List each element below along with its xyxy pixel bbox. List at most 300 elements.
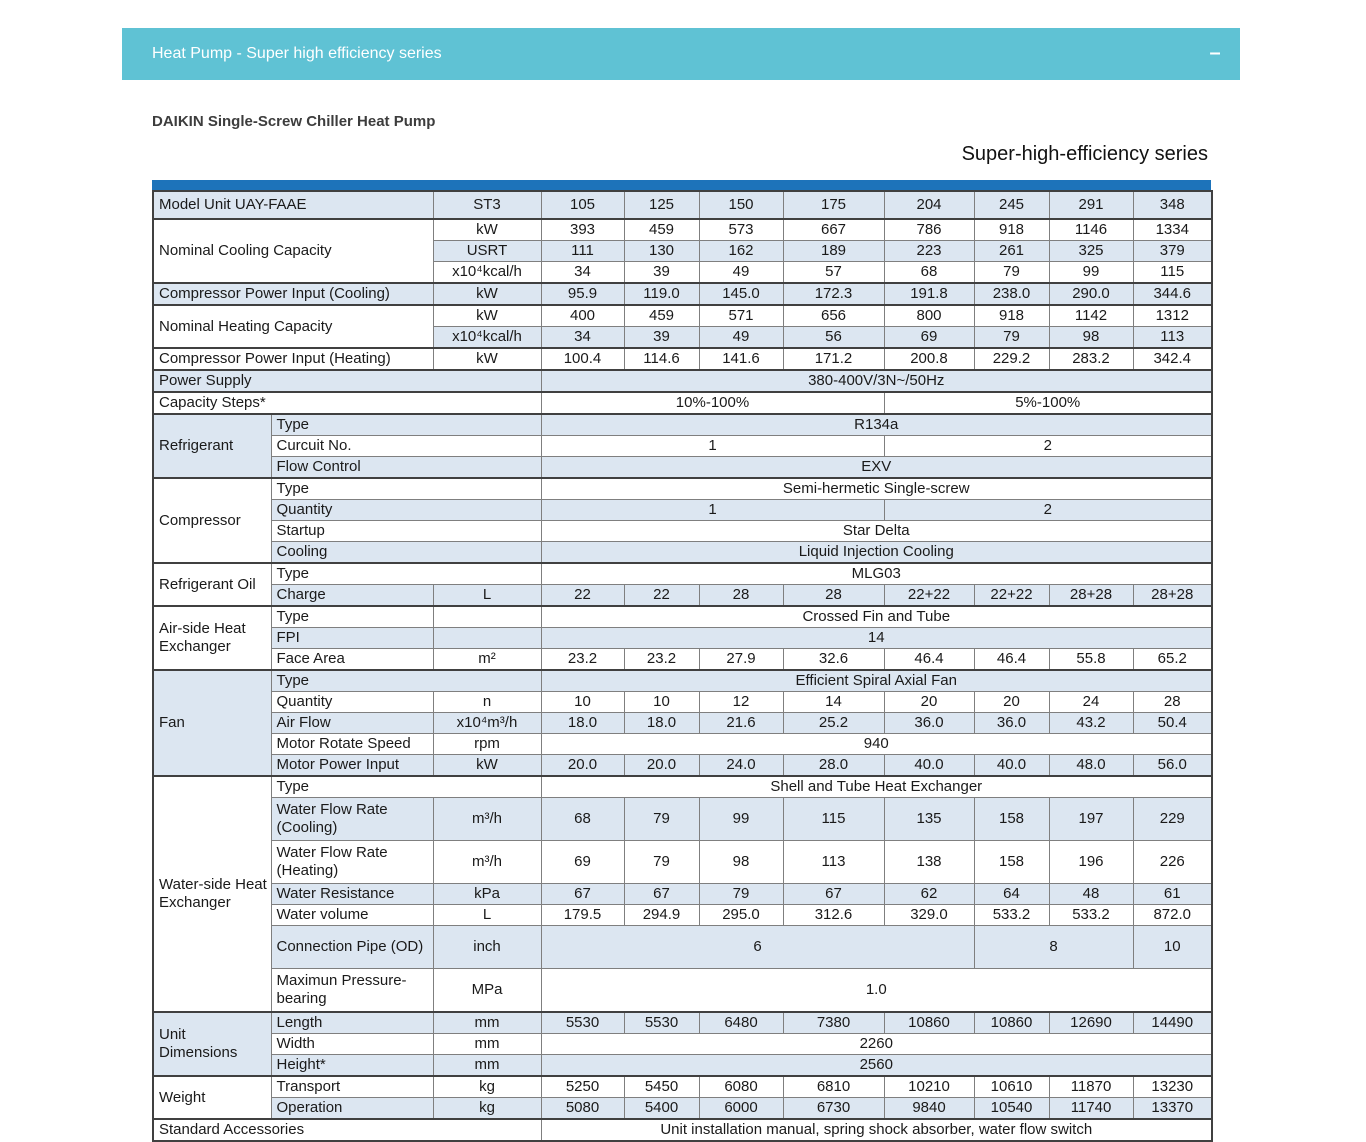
table-cell: 6810 — [783, 1076, 884, 1098]
table-cell: L — [433, 905, 541, 926]
table-cell: 28 — [783, 585, 884, 607]
table-cell: 10 — [1133, 926, 1212, 969]
table-row — [153, 478, 1212, 500]
table-cell: 79 — [974, 327, 1049, 349]
table-cell: 5080 — [541, 1098, 624, 1120]
table-cell: 56.0 — [1133, 755, 1212, 777]
table-cell: 13370 — [1133, 1098, 1212, 1120]
table-cell: 28 — [699, 585, 783, 607]
table-cell: 179.5 — [541, 905, 624, 926]
table-cell: Motor Power Input — [271, 755, 433, 777]
table-cell: x10⁴kcal/h — [433, 327, 541, 349]
table-cell: 145.0 — [699, 283, 783, 305]
table-cell: 23.2 — [624, 649, 699, 671]
table-cell: 25.2 — [783, 713, 884, 734]
table-cell: 571 — [699, 305, 783, 327]
table-cell: 98 — [699, 841, 783, 884]
table-row — [153, 191, 1212, 219]
table-cell: Type — [271, 776, 541, 798]
table-cell: Nominal Cooling Capacity — [153, 219, 433, 283]
column-header-cell: 105 — [541, 191, 624, 219]
table-cell: 6730 — [783, 1098, 884, 1120]
table-cell: 10 — [624, 692, 699, 713]
table-cell: 40.0 — [884, 755, 974, 777]
table-cell: 55.8 — [1049, 649, 1133, 671]
table-cell: 238.0 — [974, 283, 1049, 305]
table-cell: 69 — [884, 327, 974, 349]
table-cell: 10%-100% — [541, 392, 884, 414]
table-row — [153, 841, 1212, 884]
table-row — [153, 392, 1212, 414]
table-cell: Length — [271, 1012, 433, 1034]
table-cell: Liquid Injection Cooling — [541, 542, 1212, 564]
table-cell: EXV — [541, 457, 1212, 479]
table-cell: 6080 — [699, 1076, 783, 1098]
table-cell: 46.4 — [974, 649, 1049, 671]
table-cell: 2560 — [541, 1055, 1212, 1077]
table-cell: rpm — [433, 734, 541, 755]
table-cell: 18.0 — [541, 713, 624, 734]
table-cell: 32.6 — [783, 649, 884, 671]
table-cell: Unit Dimensions — [153, 1012, 271, 1076]
table-cell: 379 — [1133, 241, 1212, 262]
spec-table-body — [153, 191, 1212, 1141]
table-cell: 79 — [699, 884, 783, 905]
table-cell: FPI — [271, 628, 433, 649]
table-cell: 1 — [541, 500, 884, 521]
table-cell — [433, 628, 541, 649]
table-cell: kg — [433, 1076, 541, 1098]
table-cell: 5400 — [624, 1098, 699, 1120]
table-cell: 6480 — [699, 1012, 783, 1034]
table-row — [153, 414, 1212, 436]
table-cell: 36.0 — [884, 713, 974, 734]
table-cell: 191.8 — [884, 283, 974, 305]
table-cell: Compressor Power Input (Cooling) — [153, 283, 433, 305]
table-row — [153, 776, 1212, 798]
table-cell: 800 — [884, 305, 974, 327]
table-cell: 162 — [699, 241, 783, 262]
table-cell: 99 — [699, 798, 783, 841]
table-cell: 98 — [1049, 327, 1133, 349]
table-cell: 18.0 — [624, 713, 699, 734]
table-row — [153, 905, 1212, 926]
table-row — [153, 713, 1212, 734]
table-cell: 99 — [1049, 262, 1133, 284]
table-row — [153, 521, 1212, 542]
table-cell: 1 — [541, 436, 884, 457]
table-cell: Efficient Spiral Axial Fan — [541, 670, 1212, 692]
table-cell: 34 — [541, 262, 624, 284]
table-cell: 46.4 — [884, 649, 974, 671]
table-cell: 57 — [783, 262, 884, 284]
table-cell: Refrigerant Oil — [153, 563, 271, 606]
table-cell: Width — [271, 1034, 433, 1055]
table-cell: 22+22 — [974, 585, 1049, 607]
table-cell: 5450 — [624, 1076, 699, 1098]
column-header-cell: 291 — [1049, 191, 1133, 219]
table-cell: 344.6 — [1133, 283, 1212, 305]
table-cell: 10210 — [884, 1076, 974, 1098]
table-row — [153, 649, 1212, 671]
table-cell: 68 — [884, 262, 974, 284]
table-cell: MLG03 — [541, 563, 1212, 585]
table-cell: 28+28 — [1049, 585, 1133, 607]
table-cell: 171.2 — [783, 348, 884, 370]
table-cell: 5%-100% — [884, 392, 1212, 414]
table-cell: 1312 — [1133, 305, 1212, 327]
table-row — [153, 457, 1212, 479]
table-row — [153, 585, 1212, 607]
table-cell: Fan — [153, 670, 271, 776]
table-cell: 24 — [1049, 692, 1133, 713]
table-row — [153, 628, 1212, 649]
column-header-cell: 348 — [1133, 191, 1212, 219]
table-cell: 400 — [541, 305, 624, 327]
table-cell: 2260 — [541, 1034, 1212, 1055]
table-cell: 36.0 — [974, 713, 1049, 734]
table-cell: 67 — [783, 884, 884, 905]
table-cell: 113 — [783, 841, 884, 884]
table-cell: 172.3 — [783, 283, 884, 305]
table-row — [153, 969, 1212, 1013]
table-row — [153, 1098, 1212, 1120]
table-cell: 10860 — [974, 1012, 1049, 1034]
table-cell: 22+22 — [884, 585, 974, 607]
table-cell: 229 — [1133, 798, 1212, 841]
table-cell: Transport — [271, 1076, 433, 1098]
table-row — [153, 755, 1212, 777]
table-cell: 68 — [541, 798, 624, 841]
table-cell: 49 — [699, 262, 783, 284]
table-cell: kW — [433, 755, 541, 777]
table-cell: m³/h — [433, 798, 541, 841]
table-cell: 342.4 — [1133, 348, 1212, 370]
spec-table — [152, 190, 1213, 1142]
table-cell: 10610 — [974, 1076, 1049, 1098]
table-cell: 43.2 — [1049, 713, 1133, 734]
series-heading: Super-high-efficiency series — [961, 143, 1208, 165]
document-title: DAIKIN Single-Screw Chiller Heat Pump — [152, 113, 436, 130]
table-cell: 130 — [624, 241, 699, 262]
table-cell: Weight — [153, 1076, 271, 1119]
table-cell: kg — [433, 1098, 541, 1120]
table-cell: 39 — [624, 262, 699, 284]
table-cell: 573 — [699, 219, 783, 241]
table-cell: 28.0 — [783, 755, 884, 777]
table-cell: 23.2 — [541, 649, 624, 671]
table-cell: Height* — [271, 1055, 433, 1077]
table-cell: 656 — [783, 305, 884, 327]
table-cell: 11870 — [1049, 1076, 1133, 1098]
table-cell: 67 — [624, 884, 699, 905]
table-cell: Standard Accessories — [153, 1119, 541, 1141]
table-cell: 28 — [1133, 692, 1212, 713]
table-cell: 1142 — [1049, 305, 1133, 327]
table-cell: Nominal Heating Capacity — [153, 305, 433, 348]
table-cell: 113 — [1133, 327, 1212, 349]
table-cell: Type — [271, 414, 541, 436]
table-cell: 158 — [974, 841, 1049, 884]
table-cell: 786 — [884, 219, 974, 241]
table-cell: Charge — [271, 585, 433, 607]
table-cell: 115 — [783, 798, 884, 841]
table-cell: 48.0 — [1049, 755, 1133, 777]
table-cell: Type — [271, 563, 541, 585]
table-cell: Star Delta — [541, 521, 1212, 542]
table-cell: 34 — [541, 327, 624, 349]
table-cell: 294.9 — [624, 905, 699, 926]
table-cell: 533.2 — [1049, 905, 1133, 926]
table-cell: 2 — [884, 500, 1212, 521]
table-cell: mm — [433, 1034, 541, 1055]
table-cell: 50.4 — [1133, 713, 1212, 734]
table-cell: 24.0 — [699, 755, 783, 777]
table-cell: 12 — [699, 692, 783, 713]
table-cell: 226 — [1133, 841, 1212, 884]
table-cell: 111 — [541, 241, 624, 262]
table-cell: 119.0 — [624, 283, 699, 305]
table-row — [153, 542, 1212, 564]
table-cell: 8 — [974, 926, 1133, 969]
table-cell: 459 — [624, 219, 699, 241]
table-cell: x10⁴m³/h — [433, 713, 541, 734]
panel-title: Heat Pump - Super high efficiency series — [152, 45, 442, 62]
table-cell: 20.0 — [624, 755, 699, 777]
table-cell: USRT — [433, 241, 541, 262]
table-cell: 61 — [1133, 884, 1212, 905]
table-cell: Water-side Heat Exchanger — [153, 776, 271, 1012]
table-cell: 21.6 — [699, 713, 783, 734]
table-cell: 135 — [884, 798, 974, 841]
table-cell: 141.6 — [699, 348, 783, 370]
table-row — [153, 606, 1212, 628]
table-cell: 459 — [624, 305, 699, 327]
table-cell: 667 — [783, 219, 884, 241]
table-cell: 65.2 — [1133, 649, 1212, 671]
table-cell: 138 — [884, 841, 974, 884]
table-cell: 261 — [974, 241, 1049, 262]
table-cell: 940 — [541, 734, 1212, 755]
table-cell: 20.0 — [541, 755, 624, 777]
table-cell: 295.0 — [699, 905, 783, 926]
table-cell: 1.0 — [541, 969, 1212, 1013]
table-cell: 40.0 — [974, 755, 1049, 777]
table-row — [153, 305, 1212, 327]
table-cell: Connection Pipe (OD) — [271, 926, 433, 969]
table-cell: kW — [433, 305, 541, 327]
table-cell — [433, 606, 541, 628]
table-cell: Cooling — [271, 542, 541, 564]
table-cell: 189 — [783, 241, 884, 262]
table-cell: Water Flow Rate (Cooling) — [271, 798, 433, 841]
table-row — [153, 1055, 1212, 1077]
table-cell: 79 — [624, 798, 699, 841]
table-row — [153, 692, 1212, 713]
table-cell: n — [433, 692, 541, 713]
column-header-cell: ST3 — [433, 191, 541, 219]
table-cell: kW — [433, 219, 541, 241]
table-cell: Unit installation manual, spring shock absorber, water flow switch — [541, 1119, 1212, 1141]
table-cell: MPa — [433, 969, 541, 1013]
spec-table-container — [152, 180, 1211, 1142]
table-cell: Operation — [271, 1098, 433, 1120]
table-cell: Crossed Fin and Tube — [541, 606, 1212, 628]
table-cell: 39 — [624, 327, 699, 349]
table-cell: 27.9 — [699, 649, 783, 671]
table-row — [153, 734, 1212, 755]
column-header-cell: Model Unit UAY-FAAE — [153, 191, 433, 219]
table-cell: 533.2 — [974, 905, 1049, 926]
table-cell: Maximun Pressure-bearing — [271, 969, 433, 1013]
table-cell: 223 — [884, 241, 974, 262]
table-cell: m² — [433, 649, 541, 671]
table-cell: 11740 — [1049, 1098, 1133, 1120]
table-cell: Curcuit No. — [271, 436, 541, 457]
table-cell: 69 — [541, 841, 624, 884]
table-cell: Type — [271, 606, 433, 628]
table-row — [153, 926, 1212, 969]
table-cell: Compressor Power Input (Heating) — [153, 348, 433, 370]
table-cell: Refrigerant — [153, 414, 271, 478]
table-cell: kW — [433, 283, 541, 305]
table-cell: 197 — [1049, 798, 1133, 841]
table-row — [153, 500, 1212, 521]
table-cell: 2 — [884, 436, 1212, 457]
table-cell: L — [433, 585, 541, 607]
table-cell: 393 — [541, 219, 624, 241]
table-cell: mm — [433, 1012, 541, 1034]
table-cell: 329.0 — [884, 905, 974, 926]
table-cell: 10540 — [974, 1098, 1049, 1120]
table-row — [153, 884, 1212, 905]
column-header-cell: 125 — [624, 191, 699, 219]
table-cell: 22 — [541, 585, 624, 607]
table-cell: 20 — [884, 692, 974, 713]
table-cell: 10860 — [884, 1012, 974, 1034]
table-row — [153, 370, 1212, 392]
table-cell: 283.2 — [1049, 348, 1133, 370]
table-cell: x10⁴kcal/h — [433, 262, 541, 284]
table-cell: Water Resistance — [271, 884, 433, 905]
table-cell: 380-400V/3N~/50Hz — [541, 370, 1212, 392]
table-cell: 56 — [783, 327, 884, 349]
table-row — [153, 436, 1212, 457]
table-cell: 20 — [974, 692, 1049, 713]
table-cell: Face Area — [271, 649, 433, 671]
table-cell: 115 — [1133, 262, 1212, 284]
table-cell: 918 — [974, 219, 1049, 241]
table-cell: 872.0 — [1133, 905, 1212, 926]
table-cell: Air-side Heat Exchanger — [153, 606, 271, 670]
table-row — [153, 670, 1212, 692]
table-cell: 158 — [974, 798, 1049, 841]
table-cell: 64 — [974, 884, 1049, 905]
minimize-icon[interactable]: – — [1209, 42, 1221, 64]
table-cell: 14490 — [1133, 1012, 1212, 1034]
table-row — [153, 1012, 1212, 1034]
column-header-cell: 245 — [974, 191, 1049, 219]
table-cell: kPa — [433, 884, 541, 905]
table-row — [153, 283, 1212, 305]
table-cell: 6 — [541, 926, 974, 969]
table-cell: Air Flow — [271, 713, 433, 734]
table-row — [153, 563, 1212, 585]
table-cell: 200.8 — [884, 348, 974, 370]
table-row — [153, 348, 1212, 370]
table-cell: 5530 — [624, 1012, 699, 1034]
table-cell: R134a — [541, 414, 1212, 436]
table-cell: Quantity — [271, 500, 541, 521]
table-cell: 12690 — [1049, 1012, 1133, 1034]
table-cell: 290.0 — [1049, 283, 1133, 305]
table-cell: Compressor — [153, 478, 271, 563]
table-cell: Motor Rotate Speed — [271, 734, 433, 755]
table-cell: 196 — [1049, 841, 1133, 884]
table-cell: Capacity Steps* — [153, 392, 541, 414]
table-cell: Type — [271, 670, 541, 692]
table-cell: 312.6 — [783, 905, 884, 926]
table-cell: 100.4 — [541, 348, 624, 370]
table-cell: mm — [433, 1055, 541, 1077]
table-cell: 5530 — [541, 1012, 624, 1034]
table-cell: Power Supply — [153, 370, 541, 392]
table-cell: Shell and Tube Heat Exchanger — [541, 776, 1212, 798]
table-cell: 114.6 — [624, 348, 699, 370]
table-cell: 918 — [974, 305, 1049, 327]
table-cell: 22 — [624, 585, 699, 607]
table-cell: 10 — [541, 692, 624, 713]
table-cell: 1146 — [1049, 219, 1133, 241]
table-row — [153, 219, 1212, 241]
table-cell: 325 — [1049, 241, 1133, 262]
table-cell: 79 — [624, 841, 699, 884]
table-cell: 13230 — [1133, 1076, 1212, 1098]
table-cell: kW — [433, 348, 541, 370]
table-cell: 7380 — [783, 1012, 884, 1034]
table-cell: m³/h — [433, 841, 541, 884]
column-header-cell: 150 — [699, 191, 783, 219]
table-cell: 5250 — [541, 1076, 624, 1098]
table-cell: Water Flow Rate (Heating) — [271, 841, 433, 884]
table-cell: Startup — [271, 521, 541, 542]
table-cell: Flow Control — [271, 457, 541, 479]
table-row — [153, 1076, 1212, 1098]
table-cell: inch — [433, 926, 541, 969]
table-cell: 48 — [1049, 884, 1133, 905]
table-cell: 49 — [699, 327, 783, 349]
table-cell: Water volume — [271, 905, 433, 926]
table-row — [153, 1119, 1212, 1141]
table-cell: 6000 — [699, 1098, 783, 1120]
panel-titlebar — [122, 28, 1240, 80]
table-row — [153, 1034, 1212, 1055]
table-cell: 14 — [783, 692, 884, 713]
table-cell: Semi-hermetic Single-screw — [541, 478, 1212, 500]
table-cell: 79 — [974, 262, 1049, 284]
table-accent-bar — [152, 180, 1211, 190]
table-cell: 9840 — [884, 1098, 974, 1120]
table-cell: 14 — [541, 628, 1212, 649]
table-cell: 67 — [541, 884, 624, 905]
table-cell: 1334 — [1133, 219, 1212, 241]
column-header-cell: 175 — [783, 191, 884, 219]
table-cell: Type — [271, 478, 541, 500]
table-cell: 95.9 — [541, 283, 624, 305]
table-cell: Quantity — [271, 692, 433, 713]
table-row — [153, 798, 1212, 841]
table-cell: 28+28 — [1133, 585, 1212, 607]
